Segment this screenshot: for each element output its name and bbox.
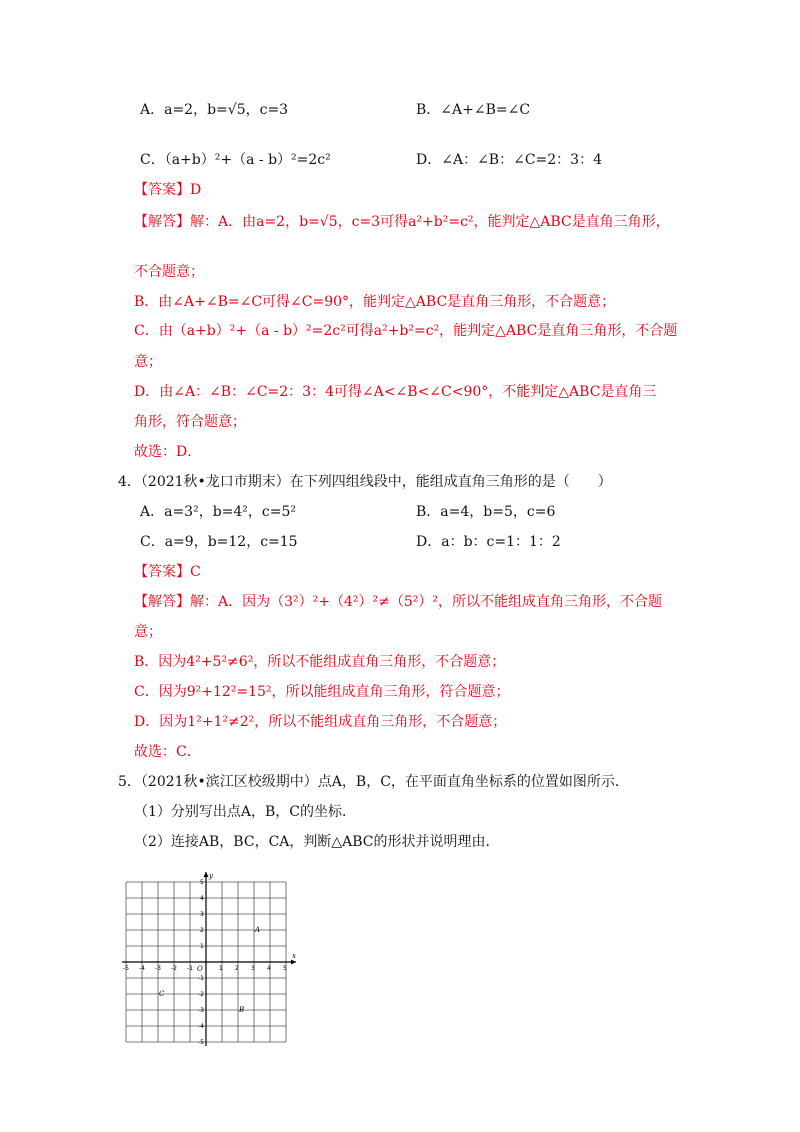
solution-tag: 【解答】	[134, 214, 190, 230]
y-axis-label: y	[209, 872, 213, 880]
q4-stem: 4．（2021秋•龙口市期末）在下列四组线段中，能组成直角三角形的是（ ）	[118, 474, 612, 490]
y-tick-label: 1	[200, 943, 204, 950]
q3-solution-line-3b: 意；	[134, 354, 162, 370]
point-label-a: A	[255, 926, 261, 934]
q3-option-b: B．∠A+∠B=∠C	[416, 102, 531, 118]
solution-text: 解：A．因为（3²）²+（4²）²≠（5²）²，所以不能组成直角三角形，不合题	[190, 594, 662, 610]
point-label-b: B	[239, 1006, 245, 1014]
q3-solution-line-3: C．由（a+b）²+（a - b）²=2c²可得a²+b²=c²，能判定△ABC是直角三角形，不合题	[134, 323, 678, 339]
q3-conclusion: 故选：D．	[134, 444, 202, 460]
y-tick-label: 2	[200, 927, 204, 934]
answer-value: C	[190, 564, 201, 580]
answer-tag: 【答案】	[134, 182, 190, 198]
x-tick-label: 4	[267, 965, 271, 972]
q4-solution-line-1b: 意；	[134, 624, 162, 640]
answer-tag: 【答案】	[134, 564, 190, 580]
y-tick-label: 3	[200, 911, 204, 918]
q5-part-2: （2）连接AB，BC，CA，判断△ABC的形状并说明理由．	[134, 834, 500, 850]
q3-solution-line-2: B．由∠A+∠B=∠C可得∠C=90°，能判定△ABC是直角三角形，不合题意；	[134, 294, 616, 310]
x-axis-arrow	[291, 960, 296, 965]
x-axis-label: x	[292, 952, 296, 960]
coordinate-grid-svg	[116, 862, 306, 1046]
q3-answer	[134, 180, 201, 200]
solution-tag: 【解答】	[134, 594, 190, 610]
x-tick-label: -5	[123, 965, 129, 972]
x-tick-label: -1	[187, 965, 193, 972]
q4-option-b: B．a=4，b=5，c=6	[416, 504, 556, 520]
q5-stem: 5．（2021秋•滨江区校级期中）点A，B，C，在平面直角坐标系的位置如图所示．	[118, 774, 629, 790]
solution-text: 解：A．由a=2，b=√5，c=3可得a²+b²=c²，能判定△ABC是直角三角形，	[190, 214, 670, 230]
x-tick-label: 2	[235, 965, 239, 972]
q3-option-c: C．（a+b）²+（a - b）²=2c²	[140, 152, 331, 168]
q4-conclusion: 故选：C．	[134, 744, 201, 760]
point-label-c: C	[159, 990, 165, 998]
x-tick-label: 1	[219, 965, 223, 972]
y-tick-label: 5	[200, 879, 204, 886]
q5-part-1: （1）分别写出点A，B，C的坐标．	[134, 804, 357, 820]
y-axis-arrow	[204, 872, 209, 877]
x-tick-label: -4	[139, 965, 145, 972]
q4-solution-line-3: C．因为9²+12²=15²，所以能组成直角三角形，符合题意；	[134, 684, 510, 700]
q4-answer	[134, 562, 201, 582]
q3-solution-line-4: D．由∠A：∠B：∠C=2：3：4可得∠A<∠B<∠C<90°，不能判定△ABC是直角三	[134, 384, 657, 400]
answer-value: D	[190, 182, 202, 198]
x-tick-label: 5	[283, 965, 287, 972]
x-tick-label: -3	[155, 965, 161, 972]
y-tick-label: 4	[200, 895, 204, 902]
coordinate-grid-figure	[116, 862, 306, 1046]
y-tick-label: -1	[198, 975, 204, 982]
q4-option-c: C．a=9，b=12，c=15	[140, 534, 298, 550]
y-tick-label: -3	[198, 1007, 204, 1014]
x-tick-label: 3	[251, 965, 255, 972]
q4-solution-line-1	[134, 592, 662, 612]
q3-solution-line-1b: 不合题意；	[134, 264, 204, 280]
q4-option-a: A．a=3²，b=4²，c=5²	[140, 504, 297, 520]
q3-option-a: A．a=2，b=√5，c=3	[140, 102, 289, 118]
q4-solution-line-2: B．因为4²+5²≠6²，所以不能组成直角三角形，不合题意；	[134, 654, 506, 670]
q3-solution-line-4b: 角形，符合题意；	[134, 414, 246, 430]
y-tick-label: -5	[198, 1039, 204, 1046]
y-tick-label: -2	[198, 991, 204, 998]
q4-solution-line-4: D．因为1²+1²≠2²，所以不能组成直角三角形，不合题意；	[134, 714, 507, 730]
y-tick-label: -4	[198, 1023, 204, 1030]
q4-option-d: D．a：b：c=1：1：2	[416, 534, 561, 550]
origin-label: O	[197, 965, 203, 973]
q3-option-d: D．∠A：∠B：∠C=2：3：4	[416, 152, 602, 168]
x-tick-label: -2	[171, 965, 177, 972]
q3-solution-line-1	[134, 212, 670, 232]
